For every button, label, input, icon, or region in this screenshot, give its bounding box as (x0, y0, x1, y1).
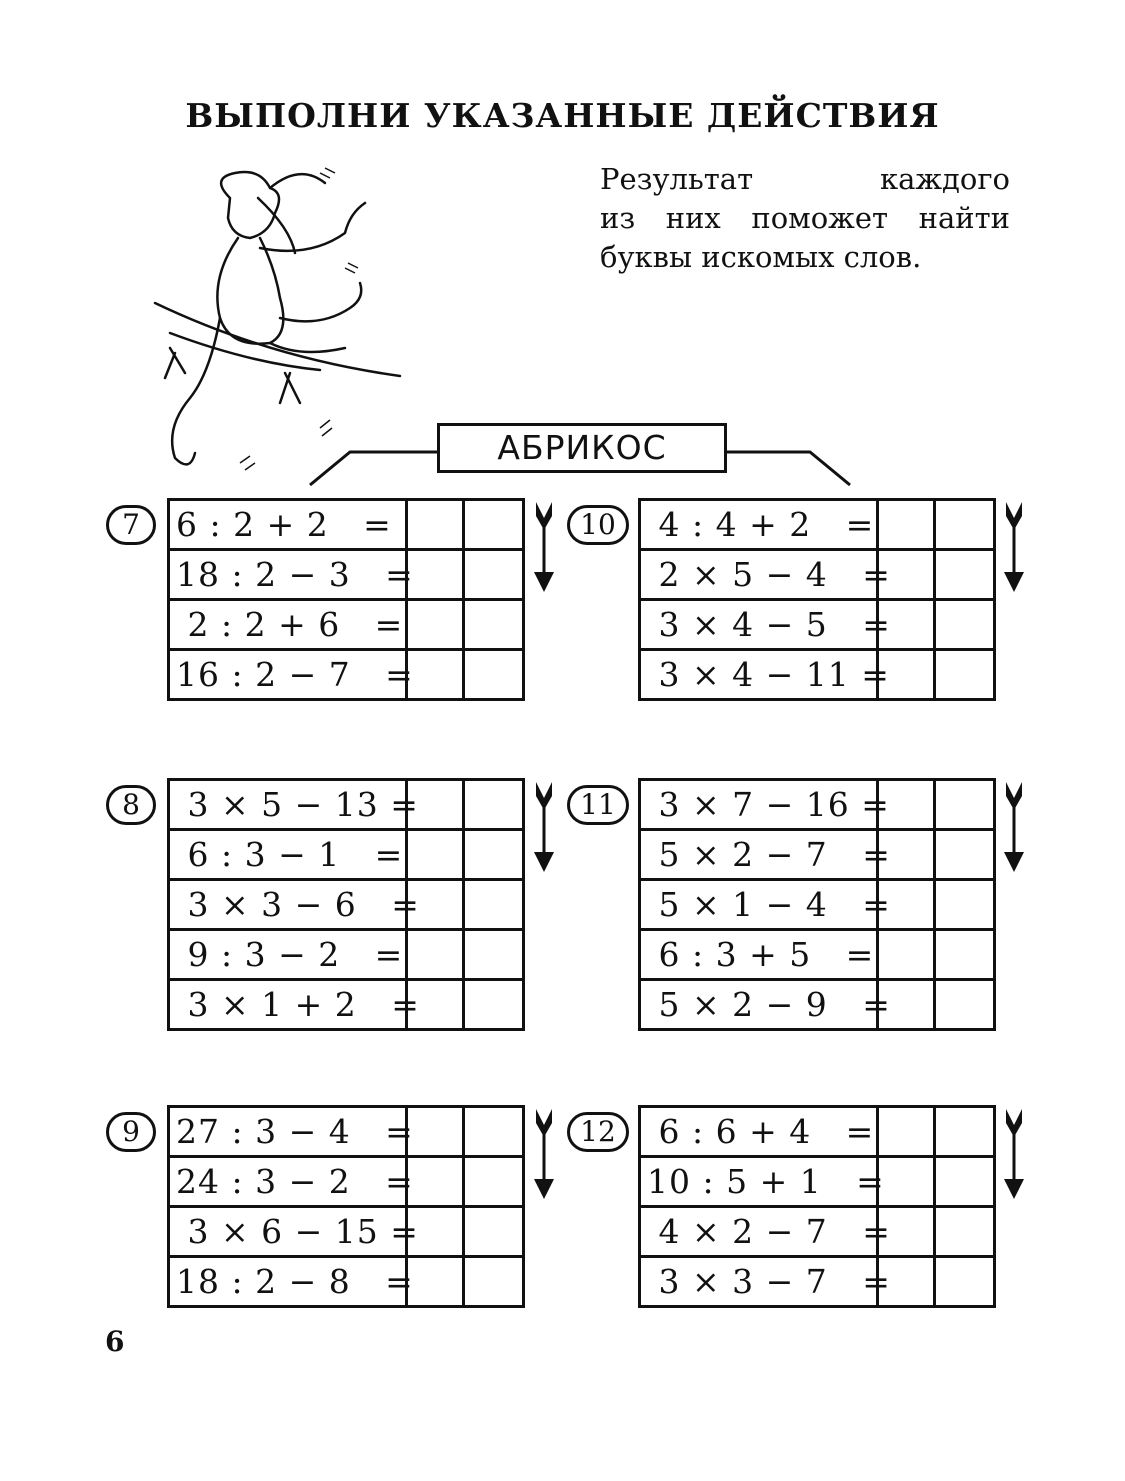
exercise-number-badge: 7 (106, 505, 156, 545)
exercise-row (641, 781, 993, 828)
exercise-number-badge: 11 (567, 785, 629, 825)
exercise-row (170, 1255, 522, 1305)
answer-cell[interactable] (936, 601, 993, 648)
down-arrow-icon (530, 1107, 558, 1202)
expression: 3 × 7 − 16 = (641, 781, 879, 828)
exercise-grid-8 (167, 778, 525, 1031)
exercise-grid-10 (638, 498, 996, 701)
exercise-row (641, 928, 993, 978)
down-arrow-icon (1000, 500, 1028, 595)
expression: 10 : 5 + 1 = (641, 1158, 879, 1205)
exercise-row (170, 1108, 522, 1155)
exercise-row (170, 548, 522, 598)
exercise-row (641, 878, 993, 928)
expression: 6 : 2 + 2 = (170, 501, 408, 548)
answer-cell[interactable] (936, 1158, 993, 1205)
answer-cell[interactable] (936, 981, 993, 1028)
expression: 3 × 4 − 5 = (641, 601, 879, 648)
exercise-row (641, 501, 993, 548)
answer-cell[interactable] (879, 981, 936, 1028)
answer-cell[interactable] (879, 551, 936, 598)
intro-line: Результат каждого (600, 162, 1010, 196)
answer-cell[interactable] (465, 601, 522, 648)
exercise-number-badge: 9 (106, 1112, 156, 1152)
intro-line: из них поможет найти (600, 201, 1010, 235)
answer-cell[interactable] (408, 831, 465, 878)
answer-cell[interactable] (879, 1208, 936, 1255)
exercise-row (170, 928, 522, 978)
exercise-row (641, 1155, 993, 1205)
exercise-grid-12 (638, 1105, 996, 1308)
expression: 4 : 4 + 2 = (641, 501, 879, 548)
expression: 9 : 3 − 2 = (170, 931, 408, 978)
expression: 3 × 6 − 15 = (170, 1208, 408, 1255)
answer-cell[interactable] (936, 651, 993, 698)
answer-cell[interactable] (879, 781, 936, 828)
answer-cell[interactable] (936, 501, 993, 548)
answer-cell[interactable] (408, 931, 465, 978)
expression: 24 : 3 − 2 = (170, 1158, 408, 1205)
expression: 2 × 5 − 4 = (641, 551, 879, 598)
expression: 27 : 3 − 4 = (170, 1108, 408, 1155)
expression: 5 × 2 − 7 = (641, 831, 879, 878)
exercise-row (641, 1108, 993, 1155)
expression: 18 : 2 − 3 = (170, 551, 408, 598)
expression: 16 : 2 − 7 = (170, 651, 408, 698)
exercise-row (170, 828, 522, 878)
exercise-grid-11 (638, 778, 996, 1031)
expression: 5 × 2 − 9 = (641, 981, 879, 1028)
exercise-row (170, 598, 522, 648)
exercise-row (641, 978, 993, 1028)
answer-cell[interactable] (408, 601, 465, 648)
expression: 3 × 3 − 7 = (641, 1258, 879, 1305)
expression: 6 : 3 + 5 = (641, 931, 879, 978)
answer-cell[interactable] (936, 1258, 993, 1305)
answer-cell[interactable] (465, 831, 522, 878)
exercise-row (170, 648, 522, 698)
page-number: 6 (105, 1325, 125, 1358)
answer-cell[interactable] (408, 501, 465, 548)
answer-cell[interactable] (408, 881, 465, 928)
exercise-row (641, 598, 993, 648)
answer-cell[interactable] (879, 1158, 936, 1205)
answer-cell[interactable] (879, 501, 936, 548)
exercise-grid-9 (167, 1105, 525, 1308)
answer-cell[interactable] (465, 1258, 522, 1305)
exercise-row (170, 781, 522, 828)
exercise-row (170, 1205, 522, 1255)
expression: 6 : 6 + 4 = (641, 1108, 879, 1155)
intro-text (600, 160, 1010, 277)
exercise-number-badge: 10 (567, 505, 629, 545)
answer-cell[interactable] (465, 1158, 522, 1205)
answer-cell[interactable] (408, 1208, 465, 1255)
expression: 2 : 2 + 6 = (170, 601, 408, 648)
exercise-row (641, 828, 993, 878)
answer-cell[interactable] (408, 781, 465, 828)
intro-line: буквы искомых слов. (600, 240, 922, 274)
answer-cell[interactable] (936, 1108, 993, 1155)
expression: 4 × 2 − 7 = (641, 1208, 879, 1255)
answer-cell[interactable] (936, 831, 993, 878)
expression: 6 : 3 − 1 = (170, 831, 408, 878)
exercise-row (170, 978, 522, 1028)
answer-cell[interactable] (408, 1158, 465, 1205)
exercise-row (641, 548, 993, 598)
answer-cell[interactable] (936, 781, 993, 828)
answer-cell[interactable] (465, 981, 522, 1028)
expression: 3 × 4 − 11 = (641, 651, 879, 698)
answer-cell[interactable] (465, 781, 522, 828)
answer-cell[interactable] (879, 651, 936, 698)
expression: 5 × 1 − 4 = (641, 881, 879, 928)
answer-cell[interactable] (408, 1108, 465, 1155)
expression: 3 × 1 + 2 = (170, 981, 408, 1028)
answer-cell[interactable] (879, 1258, 936, 1305)
answer-cell[interactable] (408, 981, 465, 1028)
exercise-row (641, 1255, 993, 1305)
answer-cell[interactable] (465, 1108, 522, 1155)
exercise-row (641, 648, 993, 698)
exercise-row (170, 501, 522, 548)
monkey-illustration (150, 158, 410, 478)
answer-cell[interactable] (465, 881, 522, 928)
expression: 3 × 5 − 13 = (170, 781, 408, 828)
answer-cell[interactable] (465, 551, 522, 598)
answer-word-box: АБРИКОС (437, 423, 727, 473)
down-arrow-icon (530, 500, 558, 595)
answer-cell[interactable] (465, 931, 522, 978)
exercise-number-badge: 12 (567, 1112, 629, 1152)
answer-cell[interactable] (465, 651, 522, 698)
answer-cell[interactable] (879, 1108, 936, 1155)
down-arrow-icon (1000, 1107, 1028, 1202)
answer-cell[interactable] (879, 831, 936, 878)
answer-cell[interactable] (465, 501, 522, 548)
answer-cell[interactable] (465, 1208, 522, 1255)
down-arrow-icon (1000, 780, 1028, 875)
exercise-grid-7 (167, 498, 525, 701)
expression: 18 : 2 − 8 = (170, 1258, 408, 1305)
answer-cell[interactable] (408, 1258, 465, 1305)
expression: 3 × 3 − 6 = (170, 881, 408, 928)
answer-cell[interactable] (408, 651, 465, 698)
down-arrow-icon (530, 780, 558, 875)
answer-cell[interactable] (936, 1208, 993, 1255)
answer-cell[interactable] (408, 551, 465, 598)
exercise-row (170, 878, 522, 928)
exercise-row (170, 1155, 522, 1205)
page-title: ВЫПОЛНИ УКАЗАННЫЕ ДЕЙСТВИЯ (185, 96, 940, 135)
exercise-number-badge: 8 (106, 785, 156, 825)
answer-cell[interactable] (936, 551, 993, 598)
answer-cell[interactable] (879, 881, 936, 928)
answer-cell[interactable] (936, 881, 993, 928)
answer-cell[interactable] (936, 931, 993, 978)
answer-cell[interactable] (879, 931, 936, 978)
answer-cell[interactable] (879, 601, 936, 648)
exercise-row (641, 1205, 993, 1255)
